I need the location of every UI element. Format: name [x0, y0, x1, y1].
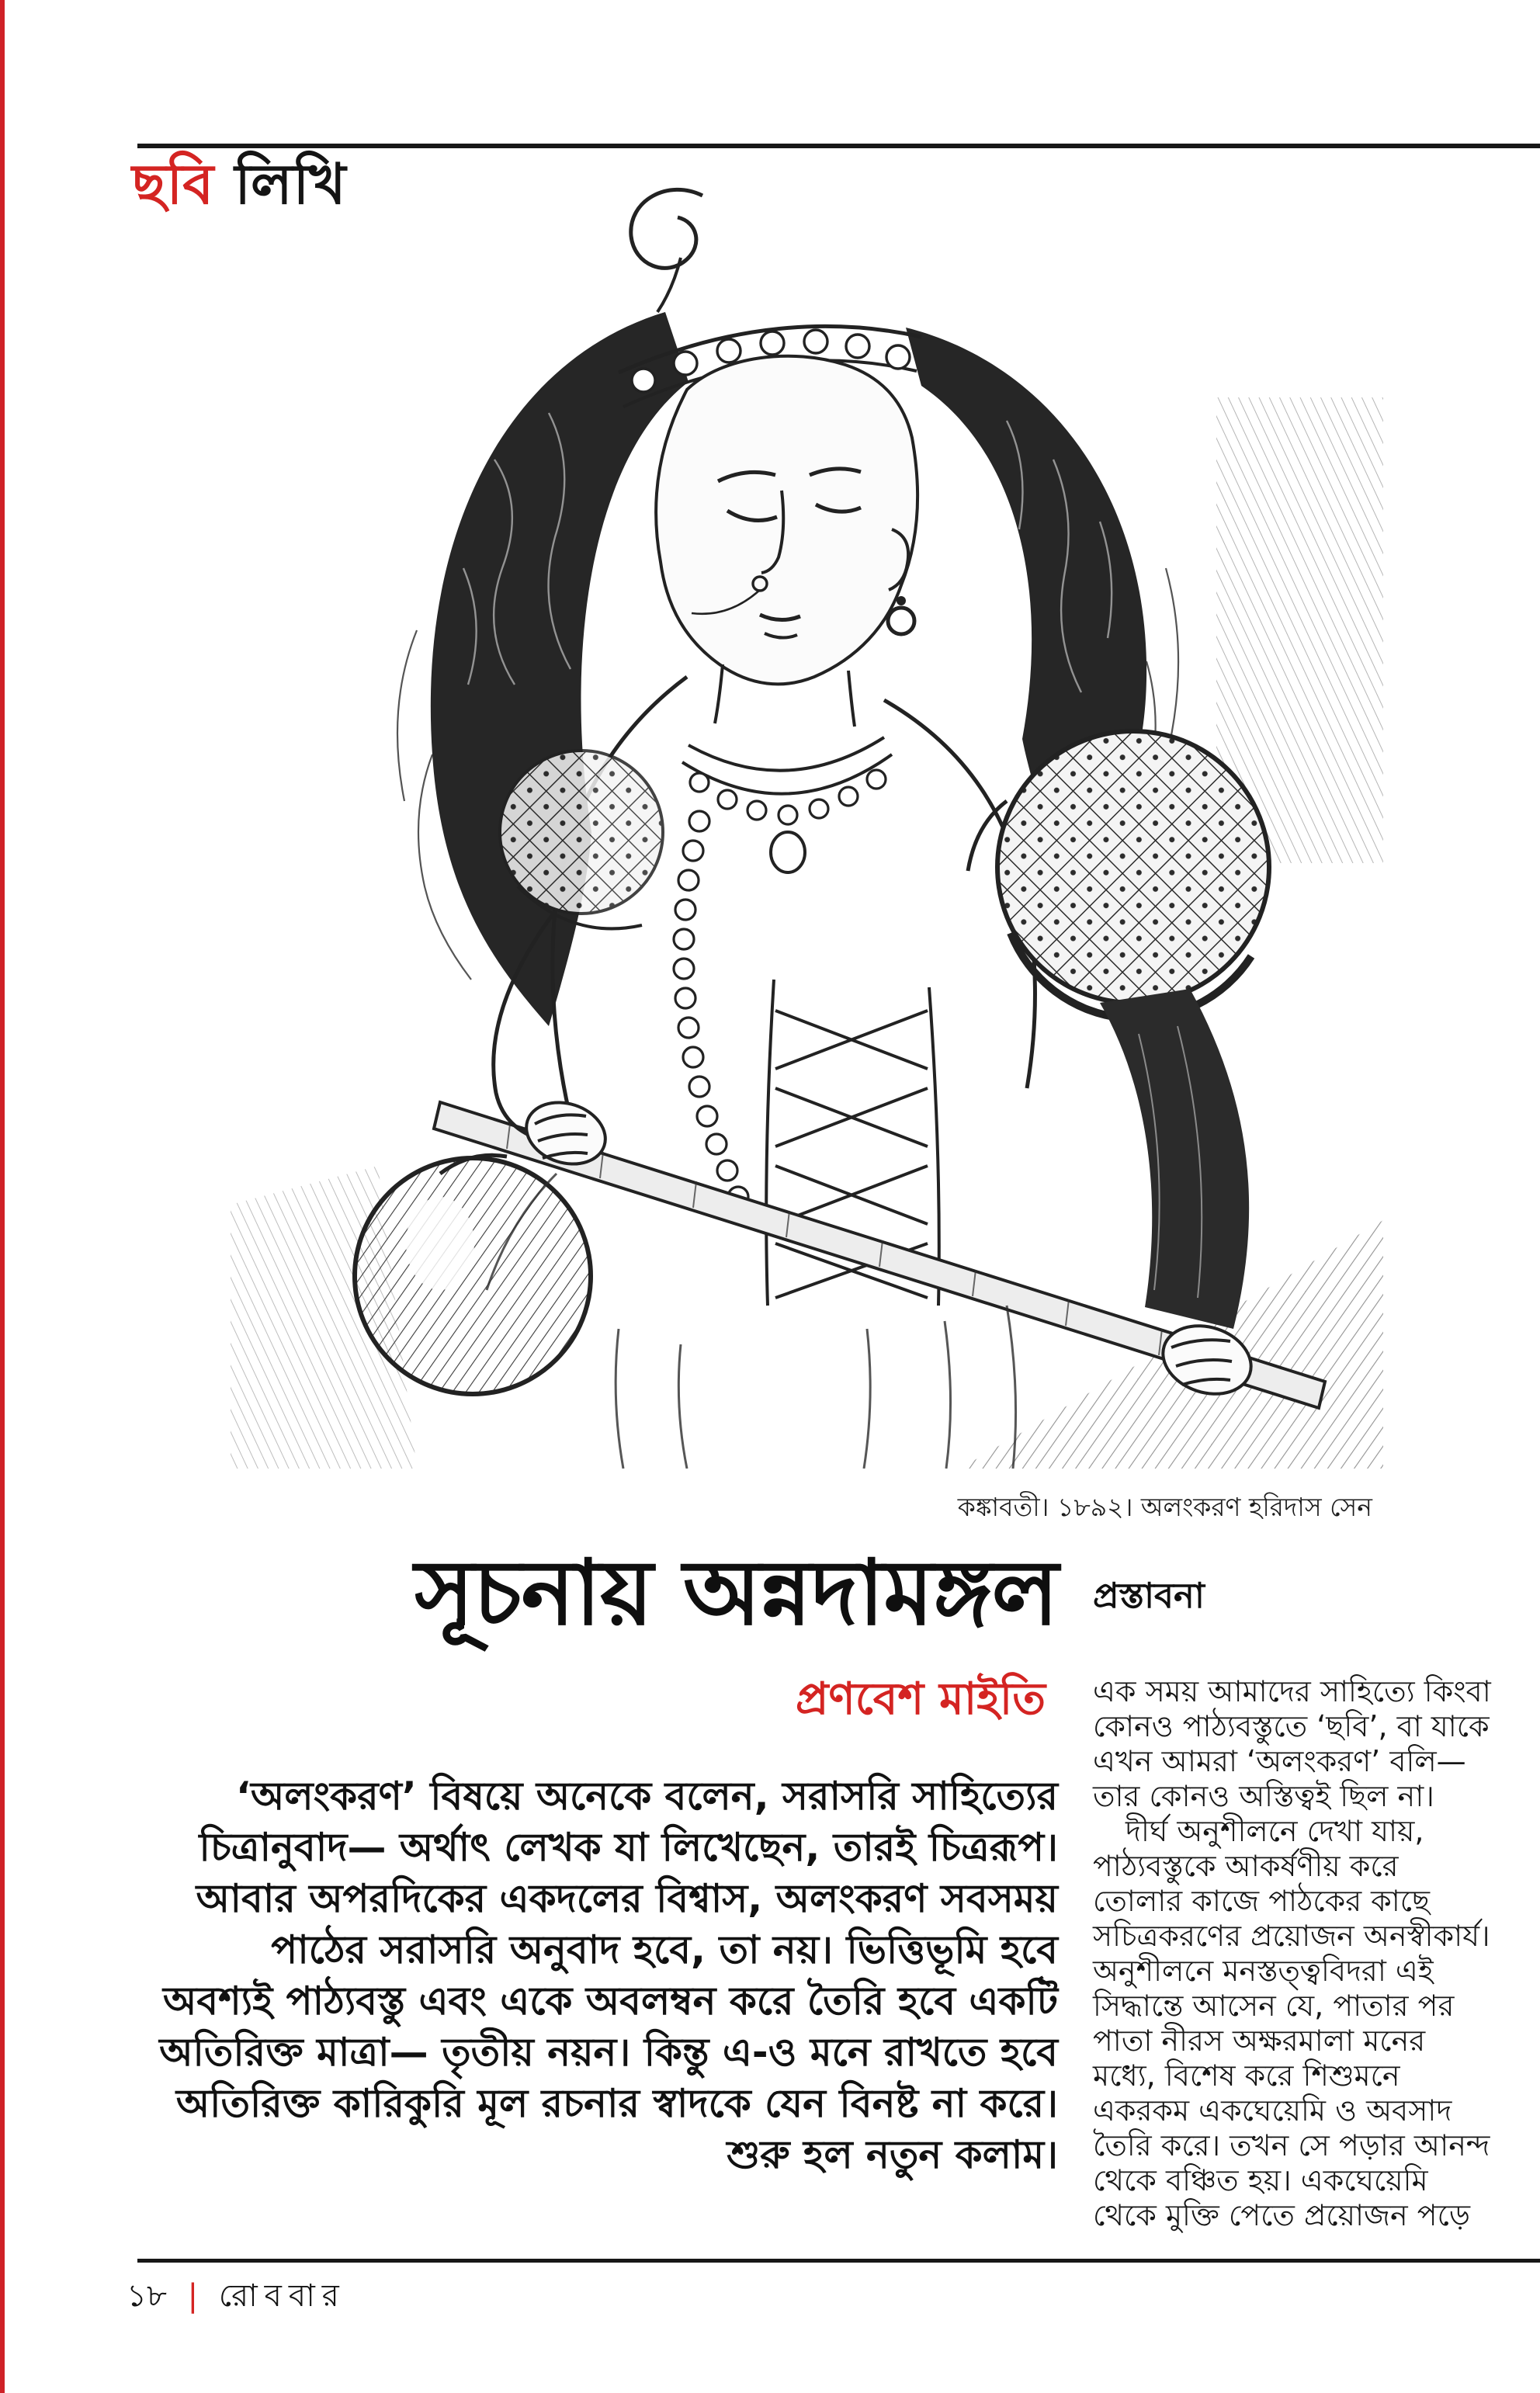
- sidebar-line: একরকম একঘেয়েমি ও অবসাদ: [1093, 2093, 1452, 2128]
- sidebar-line: দীর্ঘ অনুশীলনে দেখা যায়,: [1126, 1814, 1424, 1848]
- sidebar-line: এক সময় আমাদের সাহিত্যে কিংবা: [1093, 1674, 1491, 1708]
- footer-separator: |: [187, 2278, 199, 2314]
- page-footer: [127, 2271, 346, 2323]
- article-lead-paragraph: [85, 1770, 1058, 2180]
- sidebar-line: অনুশীলনে মনস্তত্ত্ববিদরা এই: [1093, 1954, 1434, 1988]
- top-rule: [137, 144, 1540, 148]
- sidebar-line: তৈরি করে। তখন সে পড়ার আনন্দ: [1093, 2128, 1490, 2162]
- article-byline: প্রণবেশ মাইতি: [795, 1673, 1046, 1725]
- sidebar-line: পাঠ্যবস্তুকে আকর্ষণীয় করে: [1093, 1849, 1399, 1883]
- masthead-word-black: লিখি: [234, 151, 347, 217]
- sidebar-line: এখন আমরা ‘অলংকরণ’ বলি—: [1093, 1744, 1466, 1778]
- sidebar-column: [1093, 1569, 1491, 2233]
- body-line: আবার অপরদিকের একদলের বিশ্বাস, অলংকরণ সবসময়: [196, 1875, 1058, 1921]
- body-line: অতিরিক্ত কারিকুরি মূল রচনার স্বাদকে যেন বিনষ্ট না করে।: [175, 2080, 1058, 2126]
- body-line: চিত্রানুবাদ— অর্থাৎ লেখক যা লিখেছেন, তারই চিত্ররূপ।: [199, 1824, 1058, 1870]
- body-line: ‘অলংকরণ’ বিষয়ে অনেকে বলেন, সরাসরি সাহিত্যের: [236, 1773, 1058, 1819]
- spine-stripe: [0, 0, 5, 2393]
- sidebar-paragraph: [1093, 1674, 1491, 2233]
- sidebar-line: থেকে বঞ্চিত হয়। একঘেয়েমি: [1093, 2163, 1428, 2197]
- body-line: পাঠের সরাসরি অনুবাদ হবে, তা নয়। ভিত্তিভূমি হবে: [271, 1927, 1058, 1972]
- sidebar-line: থেকে মুক্তি পেতে প্রয়োজন পড়ে: [1093, 2198, 1470, 2232]
- article-column: [85, 1543, 1058, 2180]
- article-headline: সূচনায় অন্নদামঙ্গল: [414, 1541, 1058, 1646]
- page-number: ১৮: [127, 2278, 167, 2314]
- sidebar-line: সিদ্ধান্তে আসেন যে, পাতার পর: [1093, 1989, 1455, 2023]
- sidebar-line: সচিত্রকরণের প্রয়োজন অনস্বীকার্য।: [1093, 1919, 1490, 1953]
- sidebar-line: পাতা নীরস অক্ষরমালা মনের: [1093, 2024, 1426, 2058]
- illustration-engraving: [184, 165, 1383, 1469]
- sidebar-line: মধ্যে, বিশেষ করে শিশুমনে: [1093, 2058, 1400, 2093]
- footer-rule: [137, 2259, 1540, 2263]
- magazine-name: রোববার: [218, 2278, 346, 2314]
- body-line: অবশ্যই পাঠ্যবস্তু এবং একে অবলম্বন করে তৈরি হবে একটি: [163, 1978, 1058, 2024]
- body-line: অতিরিক্ত মাত্রা— তৃতীয় নয়ন। কিন্তু এ-ও মনে রাখতে হবে: [159, 2029, 1058, 2075]
- sidebar-line: তোলার কাজে পাঠকের কাছে: [1093, 1884, 1431, 1918]
- masthead-word-red: ছবি: [132, 151, 215, 217]
- sidebar-heading: প্রস্তাবনা: [1093, 1575, 1205, 1616]
- sidebar-line: কোনও পাঠ্যবস্তুতে ‘ছবি’, বা যাকে: [1093, 1709, 1490, 1743]
- illustration-caption: কঙ্কাবতী। ১৮৯২। অলংকরণ হরিদাস সেন: [957, 1492, 1372, 1522]
- sidebar-line: তার কোনও অস্তিত্বই ছিল না।: [1093, 1779, 1434, 1813]
- body-line: শুরু হল নতুন কলাম।: [727, 2131, 1058, 2177]
- engraving-svg: [184, 165, 1383, 1469]
